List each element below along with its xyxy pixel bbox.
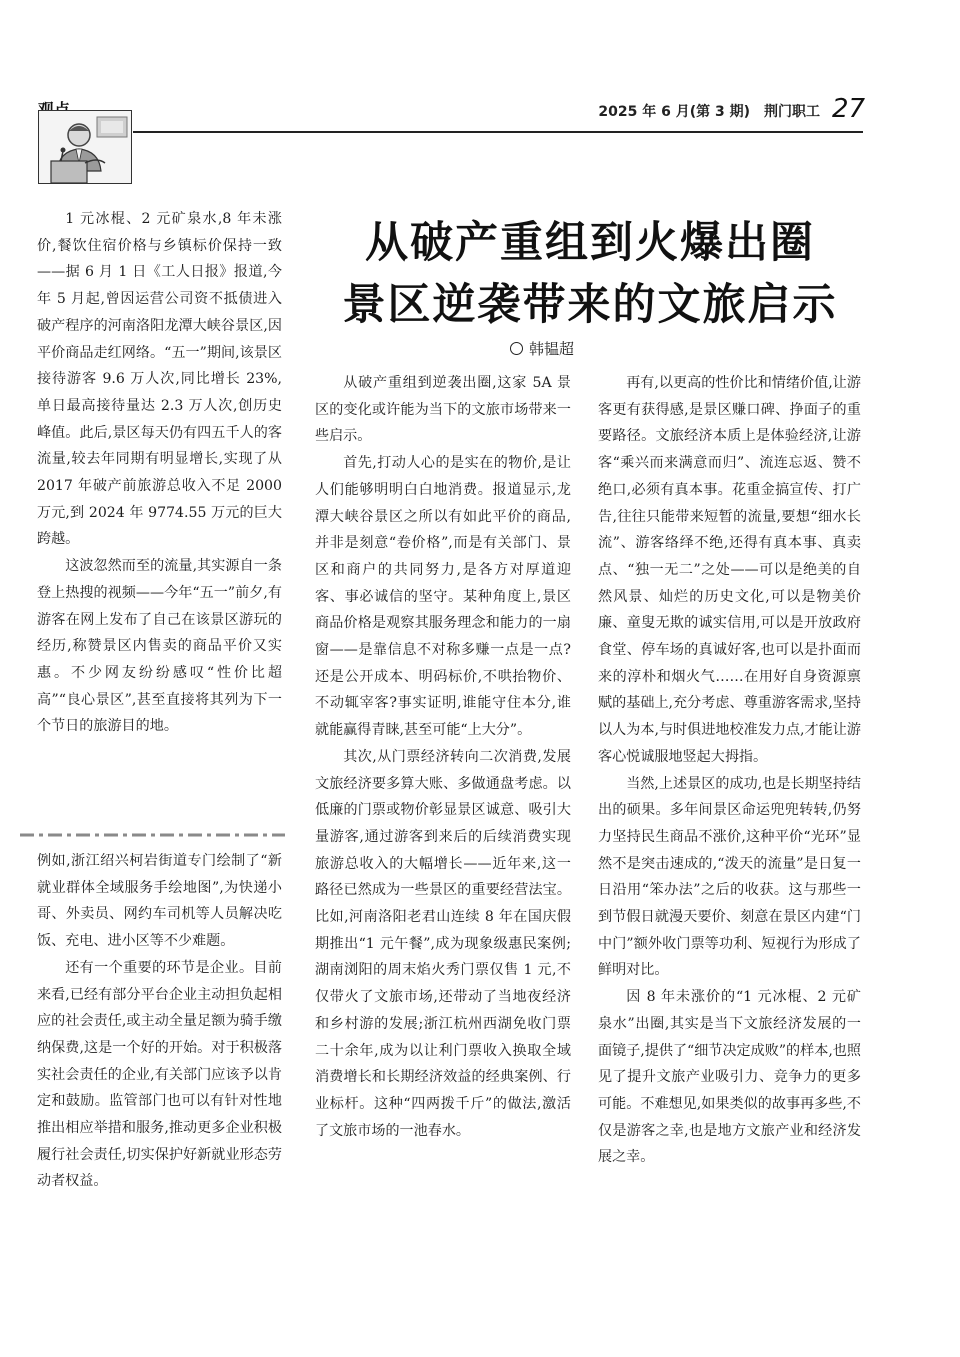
byline xyxy=(510,336,690,362)
paragraph: 当然,上述景区的成功,也是长期坚持结出的硕果。多年间景区命运兜兜转转,仍努力坚持民生商品不涨价,这种平价“光环”显然不是突击速成的,“泼天的流量”是日复一日沿用“笨办法”之后的收获。这与那些一到节假日就漫天要价、刻意在景区内建“门中门”额外收门票等功利、短视行为形成了鲜明对比。 xyxy=(598,775,861,979)
speaker-at-podium-icon xyxy=(39,111,131,183)
paragraph: 因 8 年未涨价的“1 元冰棍、2 元矿泉水”出圈,其实是当下文旅经济发展的一面镜子,提供了“细节决定成败”的样本,也照见了提升文旅产业吸引力、竞争力的更多可能。不难想见,如果类似的故事再多些,不仅是游客之幸,也是地方文旅产业和经济发展之幸。 xyxy=(598,989,861,1166)
title-line: 从破产重组到火爆出圈 xyxy=(365,218,815,268)
publication-name: 荆门职工 xyxy=(764,104,820,120)
issue-date: 2025 年 6 月(第 3 期) xyxy=(598,104,750,120)
article-title xyxy=(292,212,888,340)
paragraph: 1 元冰棍、2 元矿泉水,8 年未涨价,餐饮住宿价格与乡镇标价保持一致——据 6 月 1 日《工人日报》报道,今年 5 月起,曾因运营公司资不抵债进入破产程序的河南洛阳龙潭大峡谷景区,因平价商品走红网络。“五一”期间,该景区接待游客 9.6 万人次,同比增长 23%,单日最高接待量达 2.3 万人次,创历史峰值。此后,景区每天仍有四五千人的客流量,较去年同期有明显增长,实现了从 2017 年破产前旅游总收入不足 2000 万元,到 2024 年 9774.55 万元的巨大跨越。 xyxy=(37,211,282,548)
paragraph: 从破产重组到逆袭出圈,这家 5A 景区的变化或许能为当下的文旅市场带来一些启示。 xyxy=(315,375,571,445)
column-1-top xyxy=(37,206,282,796)
column-3 xyxy=(598,370,861,1260)
page-number: 27 xyxy=(832,94,866,124)
paragraph: 例如,浙江绍兴柯岩街道专门绘制了“新就业群体全域服务手绘地图”,为快递小哥、外卖员、网约车司机等人员解决吃饭、充电、进小区等不少难题。 xyxy=(37,853,282,950)
columnist-illustration xyxy=(38,110,132,184)
issue-info xyxy=(560,101,820,123)
paragraph: 其次,从门票经济转向二次消费,发展文旅经济要多算大账、多做通盘考虑。以低廉的门票或物价彰显景区诚意、吸引大量游客,通过游客到来后的后续消费实现旅游总收入的大幅增长——近年来,这一路径已然成为一些景区的重要经营法宝。比如,河南洛阳老君山连续 8 年在国庆假期推出“1 元午餐”,成为现象级惠民案例;湖南浏阳的周末焰火秀门票仅售 1 元,不仅带火了文旅市场,还带动了当地夜经济和乡村游的发展;浙江杭州西湖免收门票二十余年,成为以让利门票收入换取全域消费增长和长期经济效益的经典案例、行业标杆。这种“四两拨千斤”的做法,激活了文旅市场的一池春水。 xyxy=(315,748,571,1139)
paragraph: 还有一个重要的环节是企业。目前来看,已经有部分平台企业主动担负起相应的社会责任,或主动全量足额为骑手缴纳保费,这是一个好的开始。对于积极落实社会责任的企业,有关部门应该予以肯定和鼓励。监管部门也可以有针对性地推出相应举措和服务,推动更多企业积极履行社会责任,切实保护好新就业形态劳动者权益。 xyxy=(37,959,282,1190)
title-line: 景区逆袭带来的文旅启示 xyxy=(342,280,838,330)
paragraph: 首先,打动人心的是实在的物价,是让人们能够明明白白地消费。报道显示,龙潭大峡谷景区之所以有如此平价的商品,并非是刻意“卷价格”,而是有关部门、景区和商户的共同努力,是各方对厚道迎客、事必诚信的坚守。某种角度上,景区商品价格是观察其服务理念和能力的一扇窗——是靠信息不对称多赚一点是一点?还是公开成本、明码标价,不哄抬物价、不动辄宰客?事实证明,谁能守住本分,谁就能赢得青睐,甚至可能“上大分”。 xyxy=(315,455,571,739)
column-1-bottom xyxy=(37,848,282,1268)
header-rule xyxy=(133,131,863,133)
paragraph: 再有,以更高的性价比和情绪价值,让游客更有获得感,是景区赚口碑、挣面子的重要路径。文旅经济本质上是体验经济,让游客“乘兴而来满意而归”、流连忘返、赞不绝口,必须有真本事。花重金搞宣传、打广告,往往只能带来短暂的流量,要想“细水长流”、游客络绎不绝,还得有真本事、真卖点、“独一无二”之处——可以是绝美的自然风景、灿烂的历史文化,可以是物美价廉、童叟无欺的诚实信用,可以是开放政府食堂、停车场的真诚好客,也可以是扑面而来的淳朴和烟火气……在用好自身资源禀赋的基础上,充分考虑、尊重游客需求,坚持以人为本,与时俱进地校准发力点,才能让游客心悦诚服地竖起大拇指。 xyxy=(598,375,861,765)
section-divider xyxy=(20,822,285,826)
column-2 xyxy=(315,370,571,1260)
paragraph: 这波忽然而至的流量,其实源自一条登上热搜的视频——今年“五一”前夕,有游客在网上发布了自己在该景区游玩的经历,称赞景区内售卖的商品平价又实惠。不少网友纷纷感叹“性价比超高”“良心景区”,甚至直接将其列为下一个节日的旅游目的地。 xyxy=(37,558,282,735)
author-name: 韩韫超 xyxy=(529,340,575,358)
byline-circle-icon xyxy=(510,342,523,355)
